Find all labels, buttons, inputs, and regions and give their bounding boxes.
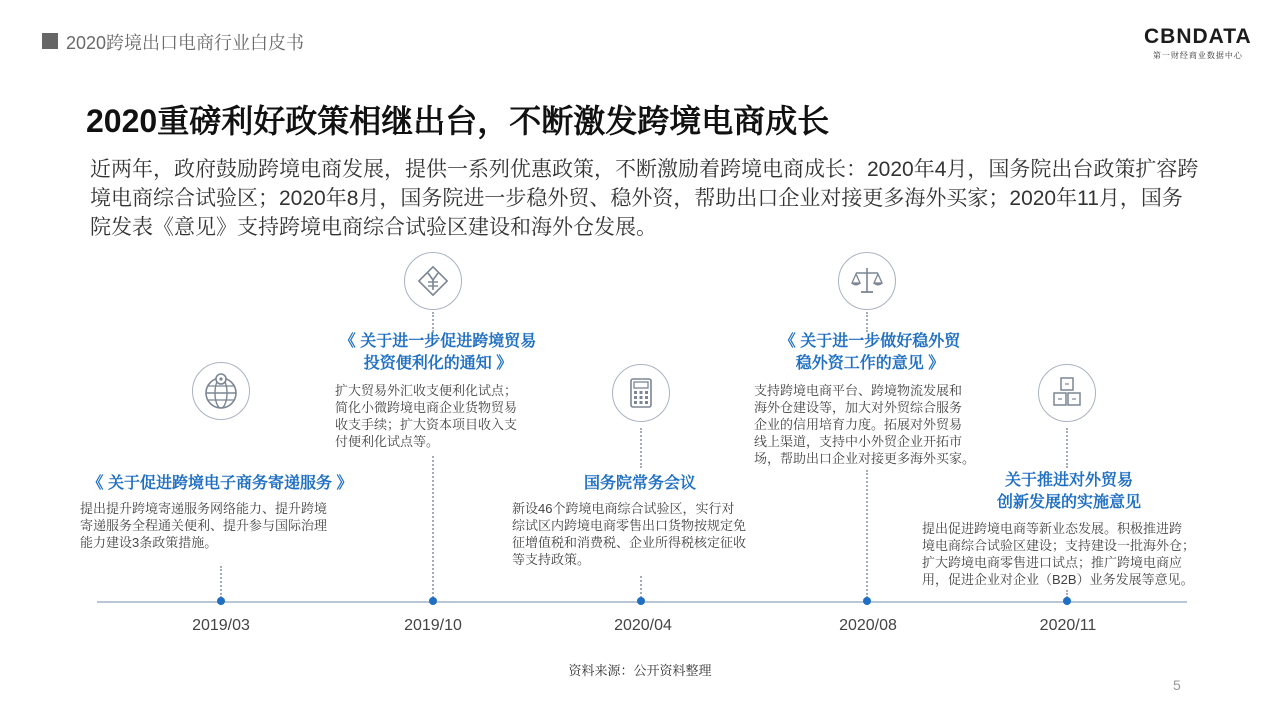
timeline-date: 2019/10 [404, 617, 462, 634]
timeline-date: 2020/04 [614, 617, 672, 634]
timeline-date: 2020/11 [1039, 617, 1097, 634]
event-title-2020-04: 国务院常务会议 [583, 475, 696, 492]
event-desc-2020-04: 新设46个跨境电商综合试验区，实行对 综试区内跨境电商零售出口货物按规定免 征增值税和消费税、企业所得税核定征收 等支持政策。 [512, 501, 747, 567]
globe-icon [192, 362, 250, 420]
event-title-2019-10: 《 关于进一步促进跨境贸易 投资便利化的通知 》 [339, 333, 537, 372]
connector-2019-10 [432, 456, 434, 598]
boxes-icon [1038, 364, 1096, 422]
timeline-dot [429, 597, 437, 605]
brand-logo [1144, 26, 1252, 61]
connector-2019-03 [220, 566, 222, 598]
timeline-dot [637, 597, 645, 605]
scale-icon [838, 252, 896, 310]
timeline-dot [1063, 597, 1071, 605]
event-desc-2020-08: 支持跨境电商平台、跨境物流发展和 海外仓建设等，加大对外贸综合服务 企业的信用培育力度。拓展对外贸易 线上渠道，支持中小外贸企业开拓市 场，帮助出口企业对接更多海外买家。 [754, 383, 976, 466]
logo-wordmark: CBNDATA [1144, 25, 1252, 48]
connector-2019-10-top [432, 312, 434, 332]
slide-title: 2020重磅利好政策相继出台，不断激发跨境电商成长 [86, 103, 830, 139]
connector-2020-11-top [1066, 428, 1068, 468]
logo-subtitle: 第一财经商业数据中心 [1152, 51, 1243, 60]
connector-2020-04 [640, 576, 642, 598]
event-desc-2020-11: 提出促进跨境电商等新业态发展。积极推进跨 境电商综合试验区建设；支持建设一批海外仓； 扩大跨境电商零售进口试点；推广跨境电商应 用，促进企业对企业（B2B）业务发展等意见。 [922, 521, 1196, 587]
connector-2020-04-top [640, 428, 642, 468]
event-desc-2019-03: 提出提升跨境寄递服务网络能力、提升跨境 寄递服务全程通关便利、提升参与国际治理 能力建设3条政策措施。 [80, 501, 328, 550]
document-title: 2020跨境出口电商行业白皮书 [66, 33, 305, 53]
header-square-icon [42, 33, 58, 49]
event-title-2020-08: 《 关于进一步做好稳外贸 稳外资工作的意见 》 [779, 333, 961, 372]
event-desc-2019-10: 扩大贸易外汇收支便利化试点； 简化小微跨境电商企业货物贸易 收支手续；扩大资本项目收入支 付便利化试点等。 [335, 383, 518, 449]
timeline-date: 2019/03 [192, 617, 250, 634]
source-note: 资料来源：公开资料整理 [568, 663, 712, 678]
calculator-icon [612, 364, 670, 422]
timeline-dot [863, 597, 871, 605]
connector-2020-08-top [866, 312, 868, 332]
page-number: 5 [1173, 677, 1181, 693]
timeline-dot [217, 597, 225, 605]
yuan-icon [404, 252, 462, 310]
intro-paragraph: 近两年，政府鼓励跨境电商发展，提供一系列优惠政策，不断激励着跨境电商成长：2020年4月，国务院出台政策扩容跨境电商综合试验区；2020年8月，国务院进一步稳外贸、稳外资，帮助出口企业对接更多海外买家；2020年11月，国务院发表《意见》支持跨境电商综合试验区建设和海外仓发展。 [90, 158, 1199, 239]
timeline-date: 2020/08 [839, 617, 897, 634]
event-title-2019-03: 《 关于促进跨境电子商务寄递服务 》 [87, 475, 353, 492]
event-title-2020-11: 关于推进对外贸易 创新发展的实施意见 [996, 472, 1141, 511]
connector-2020-08 [866, 470, 868, 598]
